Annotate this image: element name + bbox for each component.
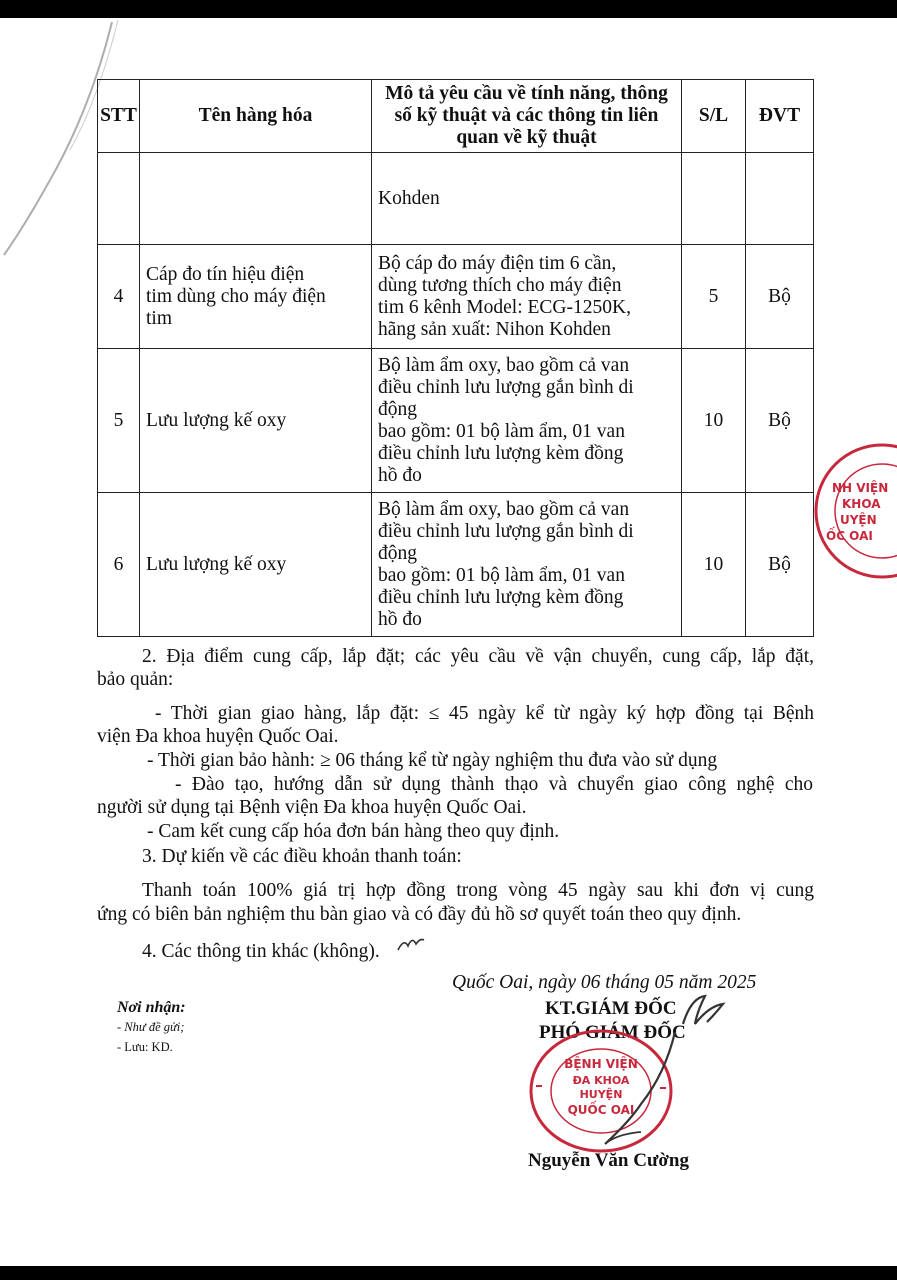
row-qty: 5 — [682, 245, 746, 349]
signer-name: Nguyễn Văn Cường — [528, 1150, 689, 1171]
row-unit: Bộ — [746, 245, 814, 349]
svg-text:QUỐC OAI: QUỐC OAI — [567, 1103, 635, 1117]
training-line-2: người sử dụng tại Bệnh viện Đa khoa huyện Quốc Oai. — [97, 797, 527, 818]
recipients-title: Nơi nhận: — [117, 999, 186, 1016]
header-qty: S/L — [682, 80, 746, 153]
table-row — [98, 349, 814, 493]
warranty-line: - Thời gian bảo hành: ≥ 06 tháng kể từ ngày nghiệm thu đưa vào sử dụng — [147, 750, 718, 771]
section-2-line-2: bảo quản: — [97, 669, 174, 690]
header-desc: Mô tả yêu cầu về tính năng, thông số kỹ thuật và các thông tin liên quan về kỹ thuật — [372, 80, 682, 153]
row-qty: 10 — [682, 349, 746, 493]
svg-text:UYỆN: UYỆN — [840, 513, 877, 527]
row-stt: 5 — [98, 349, 140, 493]
row-name: Cáp đo tín hiệu điện tim dùng cho máy điện tim — [140, 245, 372, 349]
svg-text:NH VIỆN: NH VIỆN — [832, 481, 889, 495]
svg-text:ỐC OAI: ỐC OAI — [826, 529, 873, 543]
row-unit: Bộ — [746, 349, 814, 493]
handwritten-signature — [545, 984, 745, 1159]
row-stt: 4 — [98, 245, 140, 349]
header-name: Tên hàng hóa — [140, 80, 372, 153]
row-desc: Bộ cáp đo máy điện tim 6 cần, dùng tương thích cho máy điện tim 6 kênh Model: ECG-1250K, hãng sản xuất: Nihon Kohden — [372, 245, 682, 349]
delivery-line-2: viện Đa khoa huyện Quốc Oai. — [97, 726, 339, 747]
section-2-line-1: 2. Địa điểm cung cấp, lắp đặt; các yêu cầu về vận chuyển, cung cấp, lắp đặt, — [142, 646, 814, 667]
section-3-title: 3. Dự kiến về các điều khoản thanh toán: — [142, 846, 462, 867]
table-header-row — [98, 80, 814, 153]
row-name: Lưu lượng kế oxy — [140, 349, 372, 493]
row-desc: Bộ làm ẩm oxy, bao gồm cả van điều chỉnh lưu lượng gắn bình di động bao gồm: 01 bộ làm ẩm, 01 van điều chỉnh lưu lượng kèm đồng hồ đo — [372, 349, 682, 493]
table-row — [98, 245, 814, 349]
recipient-item: - Lưu: KD. — [117, 1040, 173, 1054]
svg-text:BỆNH VIỆN: BỆNH VIỆN — [564, 1057, 638, 1071]
place-date: Quốc Oai, ngày 06 tháng 05 năm 2025 — [452, 972, 757, 993]
recipient-item: - Như đề gửi; — [117, 1020, 185, 1034]
payment-line-2: ứng có biên bản nghiệm thu bàn giao và có đầy đủ hồ sơ quyết toán theo quy định. — [97, 904, 742, 925]
svg-text:KHOA: KHOA — [842, 497, 881, 511]
row-desc: Bộ làm ẩm oxy, bao gồm cả van điều chỉnh lưu lượng gắn bình di động bao gồm: 01 bộ làm ẩm, 01 van điều chỉnh lưu lượng kèm đồng hồ đo — [372, 493, 682, 637]
payment-line-1: Thanh toán 100% giá trị hợp đồng trong vòng 45 ngày sau khi đơn vị cung — [142, 880, 814, 901]
table-row — [98, 493, 814, 637]
row-stt: 6 — [98, 493, 140, 637]
initial-mark — [396, 934, 426, 956]
training-line-1: - Đào tạo, hướng dẫn sử dụng thành thạo và chuyển giao công nghệ cho — [175, 774, 813, 795]
goods-table — [97, 79, 814, 637]
svg-text:HUYỆN: HUYỆN — [579, 1088, 623, 1101]
invoice-line: - Cam kết cung cấp hóa đơn bán hàng theo quy định. — [147, 821, 560, 842]
row-qty: 10 — [682, 493, 746, 637]
header-unit: ĐVT — [746, 80, 814, 153]
section-4-line: 4. Các thông tin khác (không). — [142, 941, 380, 962]
header-stt: STT — [98, 80, 140, 153]
svg-text:ĐA KHOA: ĐA KHOA — [572, 1074, 630, 1087]
row-name: Lưu lượng kế oxy — [140, 493, 372, 637]
delivery-line-1: - Thời gian giao hàng, lắp đặt: ≤ 45 ngày kể từ ngày ký hợp đồng tại Bệnh — [155, 703, 814, 724]
side-stamp — [812, 436, 897, 586]
signature-kt-title: KT.GIÁM ĐỐC — [545, 998, 677, 1019]
signature-position: PHÓ GIÁM ĐỐC — [539, 1022, 686, 1043]
bottom-black-border — [0, 1266, 897, 1280]
row-unit: Bộ — [746, 493, 814, 637]
table-row-continuation — [98, 153, 814, 245]
continuation-desc: Kohden — [372, 153, 682, 245]
